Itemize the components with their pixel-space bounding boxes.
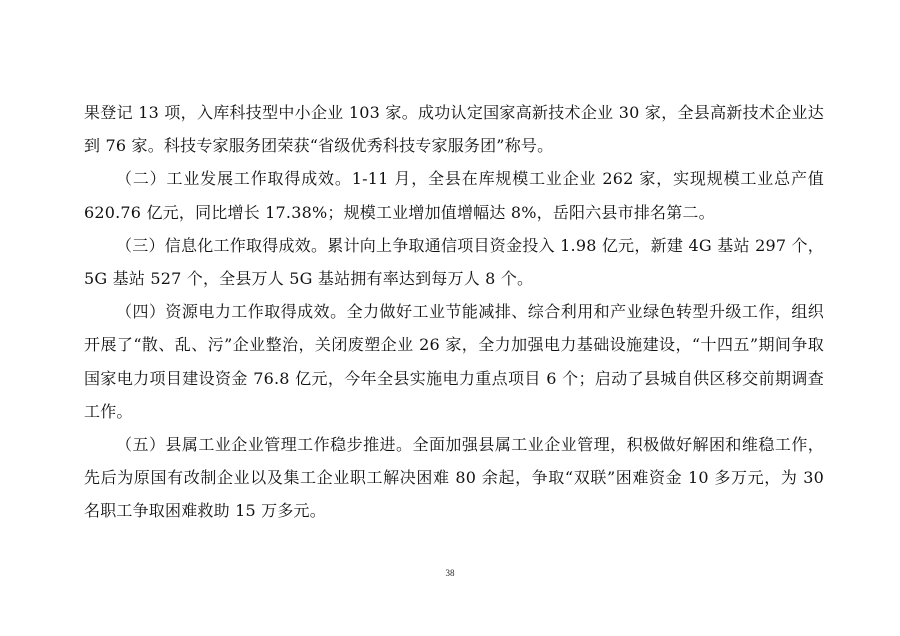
- paragraph-informatization: （三）信息化工作取得成效。累计向上争取通信项目资金投入 1.98 亿元，新建 4G 基站 297 个，5G 基站 527 个，全县万人 5G 基站拥有率达到每万人 8 个。: [84, 235, 824, 289]
- paragraph-resource-power: （四）资源电力工作取得成效。全力做好工业节能减排、综合利用和产业绿色转型升级工作，组织开展了“散、乱、污”企业整治，关闭废塑企业 26 家，全力加强电力基础设施建设，“十四五”期间争取国家电力项目建设资金 76.8 亿元，今年全县实施电力重点项目 6 个；启动了县城自供区移交前期调查工作。: [84, 302, 824, 421]
- paragraph-county-enterprise-management: （五）县属工业企业管理工作稳步推进。全面加强县属工业企业管理，积极做好解困和维稳工作，先后为原国有改制企业以及集工企业职工解决困难 80 余起，争取“双联”困难资金 10 多万元，为 30 名职工争取困难救助 15 万多元。: [84, 435, 824, 521]
- document-body: [84, 96, 824, 528]
- paragraph-continuation: 果登记 13 项，入库科技型中小企业 103 家。成功认定国家高新技术企业 30 家，全县高新技术企业达到 76 家。科技专家服务团荣获“省级优秀科技专家服务团”称号。: [84, 103, 824, 156]
- paragraph-industrial-development: （二）工业发展工作取得成效。1-11 月，全县在库规模工业企业 262 家，实现规模工业总产值 620.76 亿元，同比增长 17.38%；规模工业增加值增幅达 8%，岳阳六县市排名第二。: [84, 169, 824, 222]
- page-number: 38: [445, 568, 455, 578]
